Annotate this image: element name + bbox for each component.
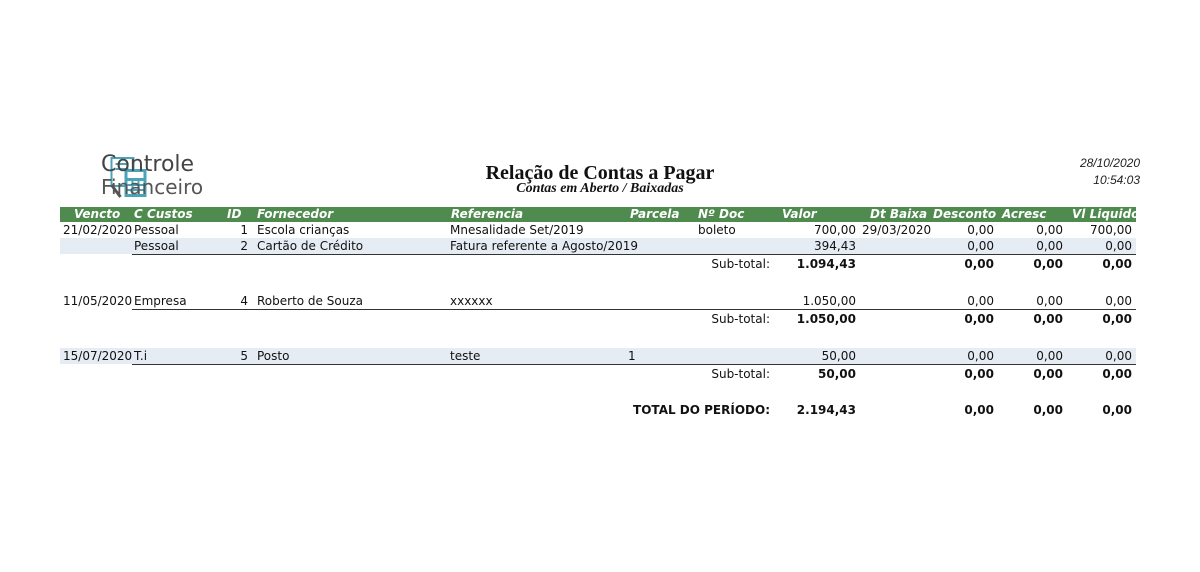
- subtotal-desconto: 0,00: [964, 312, 994, 326]
- cell-id: 5: [240, 349, 248, 363]
- subtotal-vlliquido: 0,00: [1102, 367, 1132, 381]
- logo: [101, 154, 203, 198]
- col-acresc: Acresc: [1002, 207, 1047, 221]
- group-divider: [132, 254, 1136, 255]
- subtotal-acresc: 0,00: [1033, 257, 1063, 271]
- cell-vlliquido: 0,00: [1105, 294, 1132, 308]
- report-date: 28/10/2020: [1079, 156, 1140, 170]
- subtotal-vlliquido: 0,00: [1102, 257, 1132, 271]
- cell-fornecedor: Roberto de Souza: [257, 294, 363, 308]
- cell-fornecedor: Posto: [257, 349, 290, 363]
- cell-valor: 700,00: [814, 223, 856, 237]
- cell-ndoc: boleto: [698, 223, 736, 237]
- cell-desconto: 0,00: [967, 223, 994, 237]
- cell-valor: 50,00: [821, 349, 856, 363]
- total-desconto: 0,00: [964, 403, 994, 417]
- table-row: [60, 293, 1136, 309]
- cell-dtbaixa: 29/03/2020: [862, 223, 932, 237]
- group-divider: [132, 364, 1136, 365]
- cell-acresc: 0,00: [1036, 294, 1063, 308]
- cell-vlliquido: 0,00: [1105, 239, 1132, 253]
- table-row: [60, 238, 1136, 254]
- col-ndoc: Nº Doc: [698, 207, 745, 221]
- cell-valor: 394,43: [814, 239, 856, 253]
- cell-parcela: 1: [628, 349, 636, 363]
- subtotal-valor: 50,00: [818, 367, 856, 381]
- table-row: [60, 222, 1136, 238]
- col-dtbaixa: Dt Baixa: [870, 207, 928, 221]
- cell-vencto: 11/05/2020: [63, 294, 133, 308]
- cell-ccustos: Pessoal: [134, 223, 179, 237]
- subtotal-vlliquido: 0,00: [1102, 312, 1132, 326]
- cell-acresc: 0,00: [1036, 239, 1063, 253]
- col-fornecedor: Fornecedor: [257, 207, 334, 221]
- cell-desconto: 0,00: [967, 349, 994, 363]
- col-ccustos: C Custos: [134, 207, 193, 221]
- total-vlliquido: 0,00: [1102, 403, 1132, 417]
- cell-vlliquido: 700,00: [1090, 223, 1132, 237]
- cell-referencia: Mnesalidade Set/2019: [450, 223, 584, 237]
- report-datetime: [1080, 155, 1140, 189]
- cell-vencto: 21/02/2020: [63, 223, 133, 237]
- table-row: [60, 348, 1136, 364]
- total-valor: 2.194,43: [796, 403, 856, 417]
- cell-ccustos: T.i: [134, 349, 148, 363]
- col-vlliquido: Vl Liquido: [1072, 207, 1140, 221]
- cell-fornecedor: Cartão de Crédito: [257, 239, 364, 253]
- total-acresc: 0,00: [1033, 403, 1063, 417]
- cell-id: 4: [240, 294, 248, 308]
- cell-ccustos: Empresa: [134, 294, 187, 308]
- subtotal-desconto: 0,00: [964, 257, 994, 271]
- total-label: TOTAL DO PERÍODO:: [633, 403, 770, 417]
- subtotal-label: Sub-total:: [711, 257, 770, 271]
- subtotal-row: [60, 311, 1136, 327]
- cell-referencia: teste: [450, 349, 481, 363]
- logo-line2: Financeiro: [101, 175, 204, 199]
- cell-id: 1: [240, 223, 248, 237]
- subtotal-label: Sub-total:: [711, 367, 770, 381]
- subtotal-label: Sub-total:: [711, 312, 770, 326]
- col-referencia: Referencia: [451, 207, 524, 221]
- cell-acresc: 0,00: [1036, 223, 1063, 237]
- cell-desconto: 0,00: [967, 239, 994, 253]
- report-title: Relação de Contas a Pagar: [485, 162, 715, 184]
- cell-valor: 1.050,00: [802, 294, 856, 308]
- cell-desconto: 0,00: [967, 294, 994, 308]
- subtotal-row: [60, 366, 1136, 382]
- report-subtitle: Contas em Aberto / Baixadas: [516, 181, 684, 196]
- cell-fornecedor: Escola crianças: [257, 223, 350, 237]
- table-header: [60, 207, 1140, 222]
- cell-acresc: 0,00: [1036, 349, 1063, 363]
- cell-referencia: xxxxxx: [450, 294, 493, 308]
- group-divider: [132, 309, 1136, 310]
- cell-vencto: 15/07/2020: [63, 349, 133, 363]
- col-parcela: Parcela: [630, 207, 680, 221]
- report-time: 10:54:03: [1093, 173, 1140, 187]
- subtotal-acresc: 0,00: [1033, 367, 1063, 381]
- subtotal-valor: 1.050,00: [796, 312, 856, 326]
- col-desconto: Desconto: [933, 207, 997, 221]
- cell-ccustos: Pessoal: [134, 239, 179, 253]
- cell-vlliquido: 0,00: [1105, 349, 1132, 363]
- cell-referencia: Fatura referente a Agosto/2019: [450, 239, 639, 253]
- col-valor: Valor: [782, 207, 817, 221]
- subtotal-row: [60, 256, 1136, 272]
- logo-line1: Controle: [101, 152, 195, 177]
- col-id: ID: [227, 207, 242, 221]
- subtotal-desconto: 0,00: [964, 367, 994, 381]
- col-vencto: Vencto: [74, 207, 121, 221]
- total-row: [60, 402, 1136, 418]
- subtotal-acresc: 0,00: [1033, 312, 1063, 326]
- cell-id: 2: [240, 239, 248, 253]
- subtotal-valor: 1.094,43: [796, 257, 856, 271]
- accounts-table: [60, 207, 1140, 417]
